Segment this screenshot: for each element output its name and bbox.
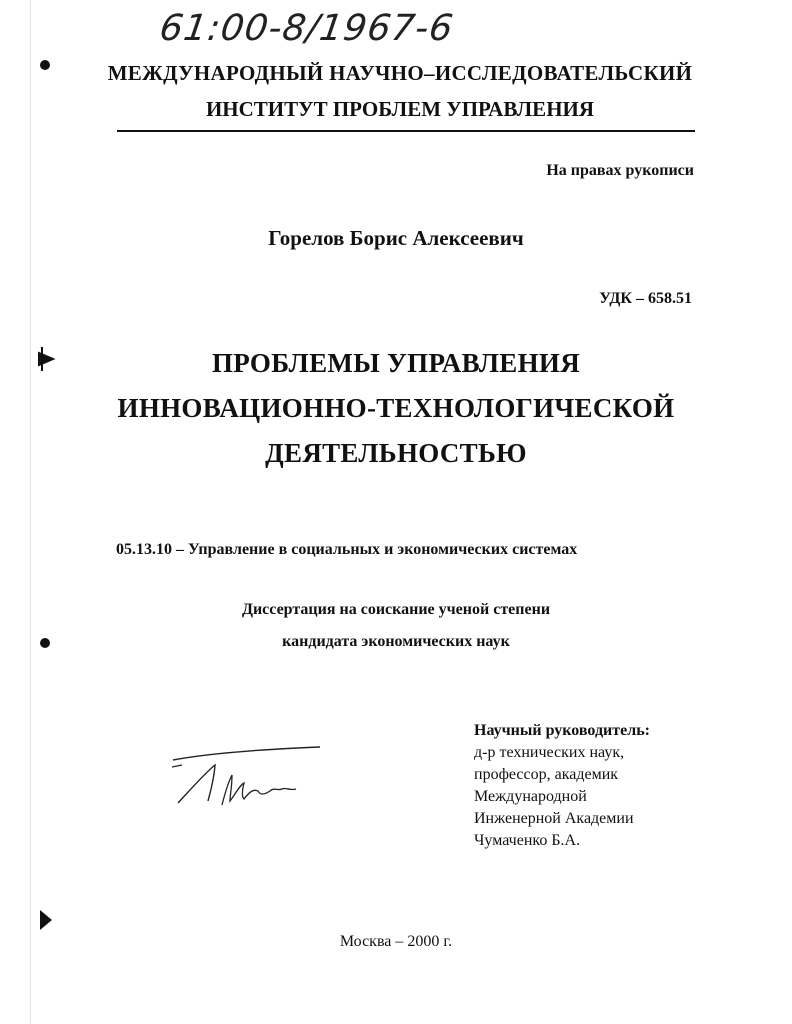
advisor-line: Международной — [474, 788, 587, 805]
thesis-title-line1: ПРОБЛЕМЫ УПРАВЛЕНИЯ — [211, 348, 581, 378]
scientific-advisor-block — [474, 720, 714, 852]
advisor-line: Инженерной Академии — [474, 810, 634, 827]
advisor-line: Чумаченко Б.А. — [474, 832, 581, 849]
author-signature — [170, 735, 330, 820]
udk-code: УДК – 658.51 — [599, 290, 692, 307]
scan-edge — [30, 0, 31, 1024]
degree-line1: Диссертация на соискание ученой степени — [241, 601, 551, 618]
binding-hole-mark — [38, 58, 52, 72]
degree-line2: кандидата экономических наук — [282, 633, 510, 650]
advisor-line: д-р технических наук, — [474, 744, 625, 761]
binding-hole-mark — [38, 908, 56, 932]
advisor-line: профессор, академик — [474, 766, 619, 783]
specialty-code: 05.13.10 – Управление в социальных и экономических системах — [116, 541, 578, 558]
institute-name-line1: МЕЖДУНАРОДНЫЙ НАУЧНО–ИССЛЕДОВАТЕЛЬСКИЙ — [107, 61, 693, 85]
city-year: Москва – 2000 г. — [339, 933, 453, 950]
advisor-heading: Научный руководитель: — [474, 722, 650, 739]
author-name: Горелов Борис Алексеевич — [268, 226, 524, 250]
manuscript-rights-note: На правах рукописи — [546, 162, 694, 179]
thesis-title-line3: ДЕЯТЕЛЬНОСТЬЮ — [265, 438, 527, 468]
institute-name-line2: ИНСТИТУТ ПРОБЛЕМ УПРАВЛЕНИЯ — [205, 97, 595, 121]
archive-number: 61:00-8/1967-6 — [157, 8, 457, 49]
thesis-title-line2: ИННОВАЦИОННО-ТЕХНОЛОГИЧЕСКОЙ — [117, 393, 675, 423]
header-divider — [117, 130, 695, 132]
